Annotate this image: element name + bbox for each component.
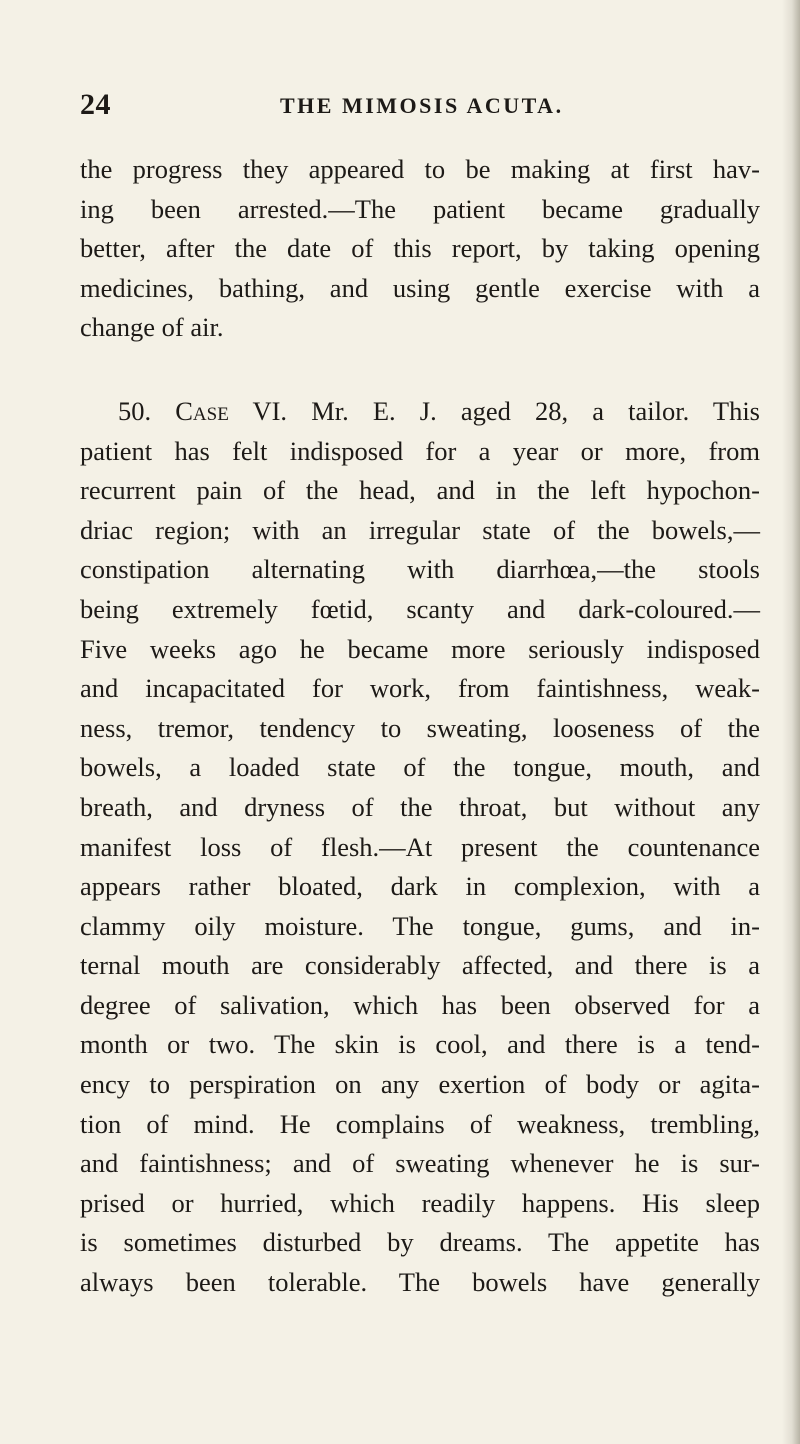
text-line: breath, and dryness of the throat, but without any <box>80 791 760 822</box>
text-line: the progress they appeared to be making at first hav- <box>80 154 760 184</box>
running-head <box>80 88 760 128</box>
text-line: recurrent pain of the head, and in the left hypochon- <box>80 475 760 506</box>
text-line: ency to perspiration on any exertion of body or agita- <box>80 1069 760 1100</box>
text-line: ing been arrested.—The patient became gradually <box>80 193 760 224</box>
paragraph-2 <box>80 392 760 1303</box>
text-line: bowels, a loaded state of the tongue, mouth, and <box>80 752 760 783</box>
case-heading-line <box>80 392 760 432</box>
case-label: Case VI. <box>175 395 288 426</box>
text-line: change of air. <box>80 312 224 343</box>
text-line: is sometimes disturbed by dreams. The appetite has <box>80 1227 760 1258</box>
text-line: manifest loss of flesh.—At present the countenance <box>80 831 760 862</box>
body-text <box>80 150 760 1303</box>
page-number: 24 <box>80 88 111 121</box>
text-line: month or two. The skin is cool, and there is a tend- <box>80 1029 760 1060</box>
text-line: appears rather bloated, dark in complexion, with a <box>80 871 760 902</box>
text-line: better, after the date of this report, by taking opening <box>80 233 760 264</box>
text-line: clammy oily moisture. The tongue, gums, and in- <box>80 910 760 941</box>
paragraph-1 <box>80 150 760 348</box>
text-line: degree of salivation, which has been observed for a <box>80 989 760 1020</box>
running-title: THE MIMOSIS ACUTA. <box>280 93 564 118</box>
text-line: and faintishness; and of sweating whenever he is sur- <box>80 1148 760 1179</box>
text-line: prised or hurried, which readily happens. His sleep <box>80 1187 760 1218</box>
text-line: patient has felt indisposed for a year or more, from <box>80 435 760 466</box>
text-line: driac region; with an irregular state of the bowels,— <box>80 514 760 545</box>
text-line: ternal mouth are considerably affected, and there is a <box>80 950 760 981</box>
text-line: being extremely fœtid, scanty and dark-coloured.— <box>80 593 760 624</box>
page-edge-shadow <box>782 0 800 1444</box>
text-line: tion of mind. He complains of weakness, trembling, <box>80 1108 760 1139</box>
paragraph-gap <box>80 348 760 392</box>
text-line: constipation alternating with diarrhœa,—the stools <box>80 554 760 585</box>
text-line: and incapacitated for work, from faintishness, weak- <box>80 673 760 704</box>
text-line: Five weeks ago he became more seriously indisposed <box>80 633 760 664</box>
case-number: 50. <box>118 395 152 426</box>
text-line: medicines, bathing, and using gentle exercise with a <box>80 272 760 303</box>
text-line: always been tolerable. The bowels have generally <box>80 1267 760 1298</box>
case-intro: Mr. E. J. aged 28, a tailor. This <box>311 395 760 426</box>
text-line: ness, tremor, tendency to sweating, looseness of the <box>80 712 760 743</box>
